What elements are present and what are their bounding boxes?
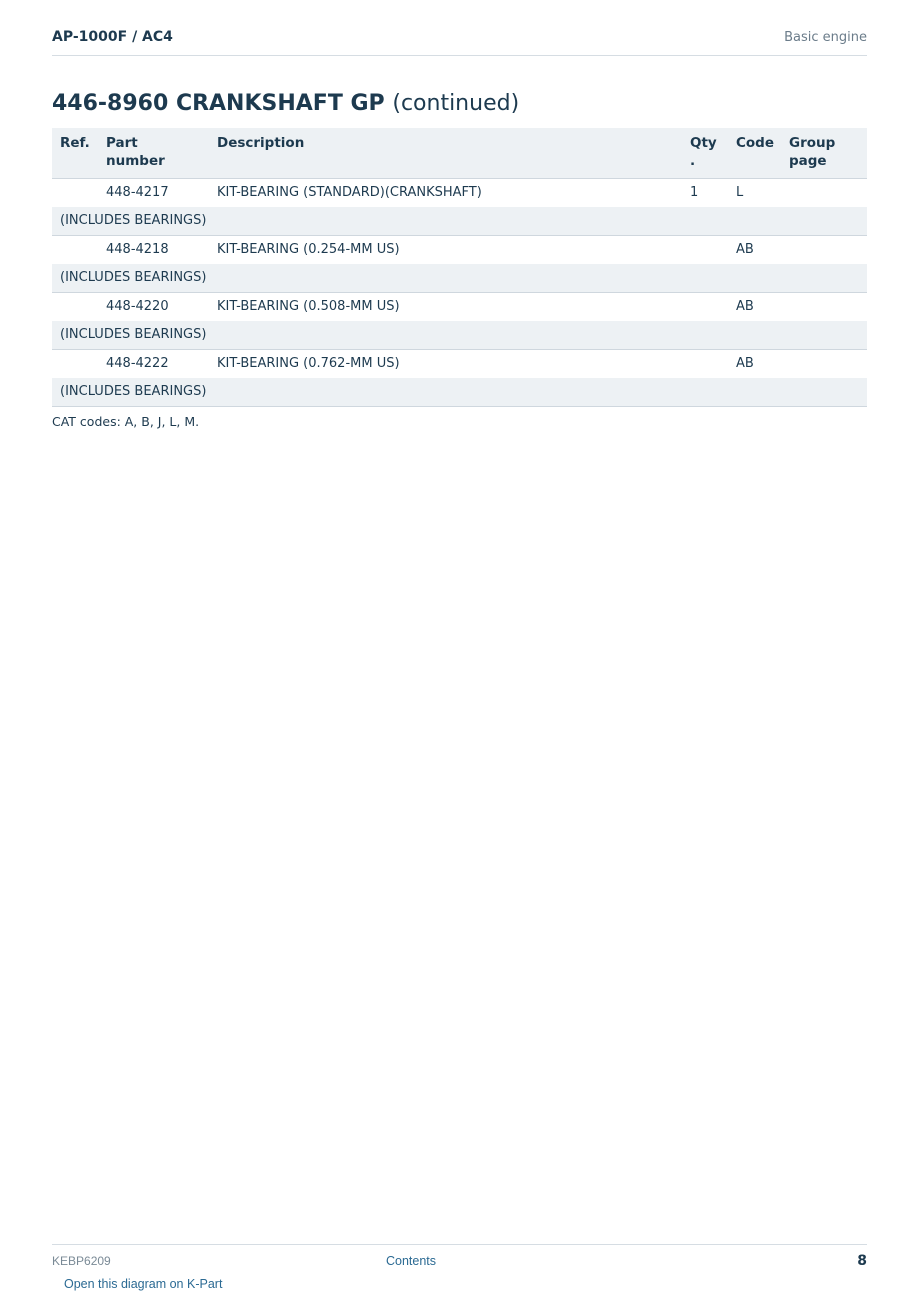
footer-document-code: KEBP6209 [52,1254,111,1268]
cell-description: KIT-BEARING (0.508-MM US) [209,293,682,322]
cell-code: L [728,179,781,208]
section-name: Basic engine [784,30,867,45]
page-title [52,89,519,119]
cell-code: AB [728,350,781,379]
group-header-line1: Group [789,135,836,151]
column-header-ref: Ref. [52,128,98,179]
cell-ref [52,293,98,322]
parts-table [52,128,867,407]
qty-header-line2: . [690,153,696,169]
cell-qty [682,293,728,322]
group-header-line2: page [789,153,827,169]
cell-code: AB [728,236,781,265]
column-header-part-number: Part number [98,128,209,179]
contents-link[interactable]: Contents [386,1254,437,1268]
table-header-row [52,128,867,179]
open-diagram-kpart-link[interactable]: Open this diagram on K-Part [64,1277,223,1291]
column-header-code: Code [728,128,781,179]
cell-note: (INCLUDES BEARINGS) [52,321,867,350]
table-row [52,350,867,379]
cell-group-page [781,236,867,265]
page-footer [52,1244,867,1295]
table-row [52,236,867,265]
document-id: AP-1000F / AC4 [52,29,173,45]
cell-note: (INCLUDES BEARINGS) [52,264,867,293]
cell-ref [52,236,98,265]
cell-qty [682,350,728,379]
cell-group-page [781,350,867,379]
cell-ref [52,179,98,208]
table-row [52,293,867,322]
cell-group-page [781,179,867,208]
cell-qty: 1 [682,179,728,208]
table-note-row [52,264,867,293]
cell-description: KIT-BEARING (STANDARD)(CRANKSHAFT) [209,179,682,208]
cat-codes-note: CAT codes: A, B, J, L, M. [52,414,200,429]
column-header-qty [682,128,728,179]
title-suffix: (continued) [392,91,520,116]
cell-note: (INCLUDES BEARINGS) [52,378,867,407]
column-header-description: Description [209,128,682,179]
cell-code: AB [728,293,781,322]
qty-header-line1: Qty [690,135,717,151]
cell-part-number: 448-4217 [98,179,209,208]
title-main: 446-8960 CRANKSHAFT GP [52,91,385,116]
table-note-row [52,207,867,236]
cell-qty [682,236,728,265]
cell-part-number: 448-4220 [98,293,209,322]
cell-part-number: 448-4222 [98,350,209,379]
column-header-group-page [781,128,867,179]
cell-ref [52,350,98,379]
cell-part-number: 448-4218 [98,236,209,265]
table-note-row [52,378,867,407]
cell-description: KIT-BEARING (0.254-MM US) [209,236,682,265]
cell-description: KIT-BEARING (0.762-MM US) [209,350,682,379]
table-note-row [52,321,867,350]
cell-note: (INCLUDES BEARINGS) [52,207,867,236]
table-row [52,179,867,208]
cell-group-page [781,293,867,322]
page-number: 8 [857,1253,867,1269]
page-header [52,28,867,56]
